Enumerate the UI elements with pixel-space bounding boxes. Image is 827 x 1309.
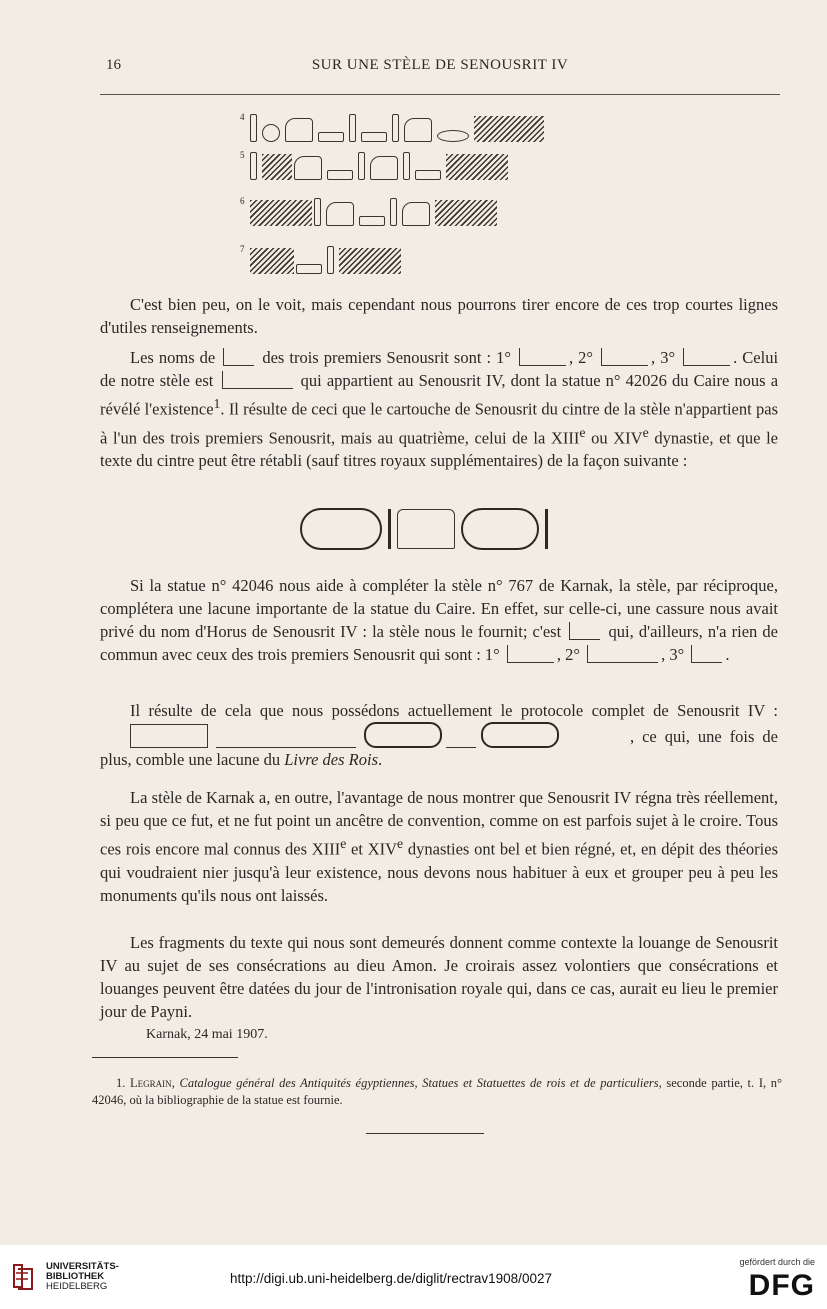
bread-glyph-icon	[361, 132, 387, 142]
paragraph-1-text: C'est bien peu, on le voit, mais cependant nous pourrons tirer encore de ces trop courtes lignes d'utiles renseignements.	[100, 295, 778, 337]
line-number: 6	[240, 196, 245, 206]
page-number: 16	[106, 57, 121, 73]
footnote-number: 1.	[116, 1076, 126, 1090]
paragraph-6	[100, 931, 778, 1023]
date-line: Karnak, 24 mai 1907.	[146, 1027, 268, 1042]
footnote-author: Legrain	[130, 1076, 172, 1090]
inscription-line-7	[240, 244, 401, 274]
inscription-line-6	[240, 196, 497, 226]
lacuna-hatching	[435, 200, 497, 226]
cartouche-prenomen-icon	[364, 722, 442, 748]
p2-text-b: des trois premiers Senousrit sont : 1°	[262, 348, 511, 367]
paragraph-1	[100, 293, 778, 339]
horus-name-2-glyphs-icon	[601, 348, 648, 366]
p3-text-d: , 3°	[661, 645, 685, 664]
lacuna-hatching	[250, 200, 312, 226]
cartouche-end-bar	[545, 509, 548, 549]
library-line-3: HEIDELBERG	[46, 1281, 108, 1292]
lacuna-hatching	[262, 154, 292, 180]
cartouche-nomen-icon	[481, 722, 559, 748]
p2-text-c: , 2°	[568, 348, 593, 367]
footnote-rule	[92, 1057, 238, 1058]
canal-glyph-icon	[359, 216, 385, 226]
footnote-ref: 1	[213, 396, 221, 411]
library-name	[46, 1262, 119, 1292]
p2-text-f: qui appartient au Senousrit IV, dont la statue n° 42026 du Caire nous a révélé l'existence	[100, 371, 779, 419]
university-library-logo-icon	[8, 1261, 38, 1291]
cartouche-end-bar	[388, 509, 391, 549]
reed-glyph-icon	[314, 198, 321, 226]
line-number: 5	[240, 150, 245, 160]
p3-text-b: qui, d'ailleurs, n'a rien de commun avec ceux des trois premiers Senousrit qui sont : 1°	[100, 622, 778, 664]
titles-glyphs-icon	[216, 729, 356, 748]
p2-text-d: , 3°	[651, 348, 676, 367]
reed-glyph-icon	[250, 114, 257, 142]
son-of-ra-glyphs-icon	[397, 509, 455, 549]
animal-glyph-icon	[415, 170, 441, 180]
lacuna-hatching	[339, 248, 401, 274]
inscription-line-4	[240, 112, 544, 142]
p2-text-h: ou XIV	[585, 428, 643, 447]
dfg-logo: DFG	[748, 1269, 815, 1302]
standard-glyph-icon	[349, 114, 356, 142]
end-rule	[366, 1133, 484, 1134]
reed-glyph-icon	[392, 114, 399, 142]
running-title: SUR UNE STÈLE DE SENOUSRIT IV	[311, 57, 569, 73]
footnote-rest: , seconde partie, t. I, n° 42046, où la bibliographie de la statue est fournie.	[92, 1076, 783, 1107]
paragraph-6-text: Les fragments du texte qui nous sont demeurés donnent comme contexte la louange de Senousrit IV au sujet de ses consécrations au dieu Amon. Je croirais assez volontiers que consécrations et louanges peuvent être datées du jour de l'intronisation royale qui, dans ce cas, aurait eu lieu le premier jour de Payni.	[100, 933, 778, 1021]
nebty-name-glyphs-icon	[222, 371, 293, 389]
running-header	[100, 57, 780, 79]
p2-text-i: dynastie, et que le texte du cintre peut être rétabli (sauf titres royaux supplémentaires) de la façon suivante :	[100, 428, 778, 470]
water-glyph-icon	[296, 264, 322, 274]
reed-glyph-icon	[403, 152, 410, 180]
full-protocol-glyphs-icon	[100, 722, 630, 745]
lacuna-hatching	[446, 154, 508, 180]
cartouche-prenomen-icon	[300, 508, 382, 550]
horus-name-3-glyphs-icon	[683, 348, 730, 366]
superscript: e	[642, 424, 649, 440]
lacuna-hatching	[474, 116, 544, 142]
p3-text-e: .	[725, 645, 730, 664]
name-3-glyphs-icon	[691, 645, 722, 663]
cartouche-nomen-icon	[461, 508, 539, 550]
restored-cintre-text	[300, 508, 548, 550]
vulture-cobra-glyph-icon	[223, 348, 254, 366]
p3-text-c: , 2°	[556, 645, 581, 664]
header-rule	[100, 94, 780, 95]
p2-text-g: . Il résulte de ceci que le cartouche de Senousrit du cintre de la stèle n'appartient pas à l'un des trois premiers Senousrit, mais au quatrième, celui de la XIII	[100, 399, 778, 447]
owl-glyph-icon	[404, 118, 432, 142]
paragraph-3	[100, 574, 778, 666]
p2-text-e: . Celui de notre stèle est	[100, 348, 779, 390]
son-of-ra-glyphs-icon	[446, 729, 476, 748]
p5-text-a: La stèle de Karnak a, en outre, l'avantage de nous montrer que Senousrit IV régna très réellement, si peu que ce fut, et ne fut point un ancêtre de convention, comme on est parfois sujet à le croire. Tous ces rois encore mal connus des XIII	[100, 788, 778, 859]
paragraph-4	[100, 699, 778, 771]
horus-name-glyphs-icon	[569, 622, 600, 640]
bar-glyph-icon	[318, 132, 344, 142]
inscription-line-5	[240, 150, 508, 180]
bird-glyph-icon	[370, 156, 398, 180]
horus-name-1-glyphs-icon	[519, 348, 566, 366]
p2-text-a: Les noms de	[130, 348, 216, 367]
serekh-icon	[130, 724, 208, 748]
superscript: e	[579, 424, 586, 440]
stroke-glyph-icon	[250, 152, 257, 180]
paragraph-2	[100, 346, 778, 472]
book-title: Livre des Rois	[284, 750, 378, 769]
p5-text-c: dynasties ont bel et bien régné, et, en dépit des théories qui voudraient nier jusqu'à leur existence, nous devons nous habituer à eux et grouper peu à peu les monuments qu'ils nous ont laissés.	[100, 839, 778, 905]
library-line-2: BIBLIOTHEK	[46, 1271, 105, 1282]
footnote: 1. Legrain, Catalogue général des Antiquités égyptiennes, Statues et Statuettes de rois et de particuliers, seconde partie, t. I, n° 42046, où la bibliographie de la statue est fournie.	[92, 1076, 783, 1107]
loop-glyph-icon	[262, 124, 280, 142]
p4-text-b: , ce qui, une fois de plus, comble une lacune du	[100, 727, 778, 769]
name-1-glyphs-icon	[507, 645, 554, 663]
reed-glyph-icon	[390, 198, 397, 226]
paragraph-5	[100, 786, 778, 907]
bird-glyph-icon	[402, 202, 430, 226]
line-number: 7	[240, 244, 245, 254]
name-2-glyphs-icon	[587, 645, 658, 663]
heron-glyph-icon	[294, 156, 322, 180]
p4-text-a: Il résulte de cela que nous possédons actuellement le protocole complet de Senousrit IV :	[130, 701, 778, 720]
staff-glyph-icon	[358, 152, 365, 180]
funding-label: gefördert durch die	[739, 1257, 815, 1267]
bird-glyph-icon	[326, 202, 354, 226]
source-url-link[interactable]: http://digi.ub.uni-heidelberg.de/diglit/rectrav1908/0027	[230, 1271, 552, 1286]
superscript: e	[340, 836, 347, 851]
footnote-title: Catalogue général des Antiquités égyptiennes, Statues et Statuettes de rois et de particuliers	[179, 1076, 659, 1090]
p3-text-a: Si la statue n° 42046 nous aide à compléter la stèle n° 767 de Karnak, la stèle, par réciproque, complétera une lacune importante de la statue du Caire. En effet, sur celle-ci, une cassure nous avait privé du nom d'Horus de Senousrit IV : la stèle nous le fournit; c'est	[100, 576, 778, 641]
stroke-glyph-icon	[327, 246, 334, 274]
line-number: 4	[240, 112, 245, 122]
superscript: e	[397, 836, 404, 851]
p4-text-c: .	[378, 750, 383, 769]
bird-glyph-icon	[285, 118, 313, 142]
eye-glyph-icon	[437, 130, 469, 142]
water-glyph-icon	[327, 170, 353, 180]
digitization-footer	[0, 1245, 827, 1309]
lacuna-hatching	[250, 248, 294, 274]
p5-text-b: et XIV	[346, 839, 398, 859]
library-line-1: UNIVERSITÄTS-	[46, 1261, 119, 1272]
